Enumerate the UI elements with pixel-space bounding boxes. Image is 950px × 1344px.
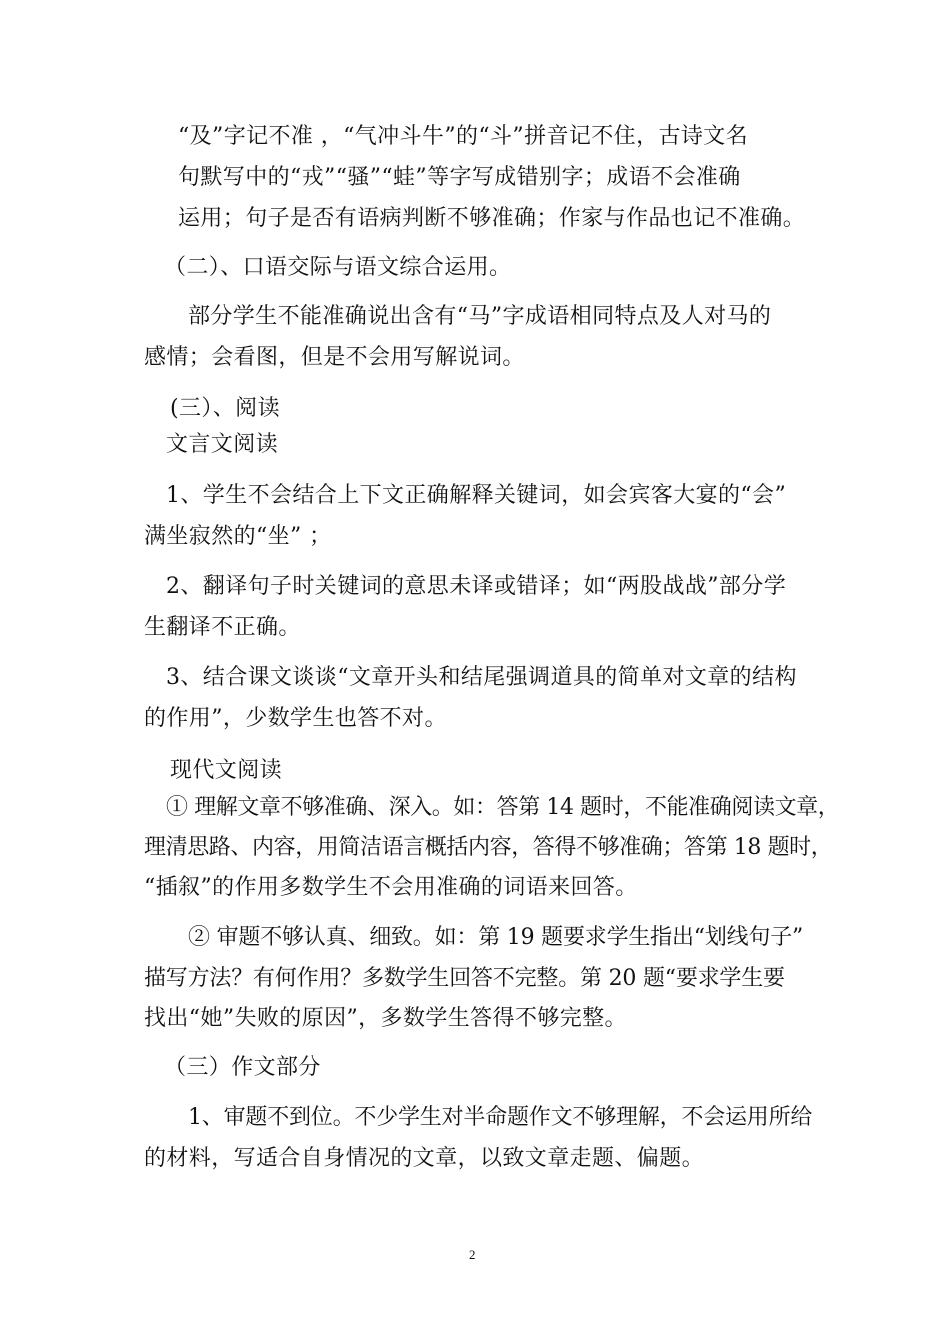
text-line: ② 审题不够认真、细致。如：第 19 题要求学生指出“划线句子” bbox=[188, 925, 804, 950]
text-line: 感情；会看图，但是不会用写解说词。 bbox=[144, 345, 525, 370]
text-line: 3、结合课文谈谈“文章开头和结尾强调道具的简单对文章的结构 bbox=[166, 665, 797, 690]
text-line: ① 理解文章不够准确、深入。如：答第 14 题时，不能准确阅读文章， bbox=[166, 795, 840, 820]
text-line: 生翻译不正确。 bbox=[144, 615, 301, 640]
section-heading: （二）、口语交际与语文综合运用。 bbox=[164, 255, 512, 280]
text-line: 2、翻译句子时关键词的意思未译或错译；如“两股战战”部分学 bbox=[166, 574, 787, 599]
text-line: “插叙”的作用多数学生不会用准确的词语来回答。 bbox=[144, 875, 638, 900]
text-line: 描写方法？有何作用？多数学生回答不完整。第 20 题“要求学生要 bbox=[144, 966, 785, 991]
text-line: 部分学生不能准确说出含有“马”字成语相同特点及人对马的 bbox=[188, 304, 772, 329]
text-line: 句默写中的“戎”“骚”“蛙”等字写成错别字；成语不会准确 bbox=[178, 165, 741, 190]
section-heading: （三）作文部分 bbox=[164, 1055, 321, 1080]
section-heading: (三）、阅读 bbox=[170, 396, 280, 421]
text-line: 找出“她”失败的原因”，多数学生答得不够完整。 bbox=[144, 1006, 627, 1031]
text-line: 1、审题不到位。不少学生对半命题作文不够理解，不会运用所给 bbox=[188, 1105, 813, 1130]
text-line: 的作用”，少数学生也答不对。 bbox=[144, 706, 447, 731]
subsection-heading: 现代文阅读 bbox=[170, 758, 283, 783]
text-line: 运用；句子是否有语病判断不够准确；作家与作品也记不准确。 bbox=[178, 206, 806, 231]
page-number: 2 bbox=[469, 1247, 476, 1262]
text-line: 满坐寂然的“坐” ； bbox=[144, 524, 332, 549]
text-line: 的材料，写适合自身情况的文章，以致文章走题、偏题。 bbox=[144, 1146, 705, 1171]
subsection-heading: 文言文阅读 bbox=[166, 432, 279, 457]
text-line: “及”字记不准 ，“气冲斗牛”的“斗”拼音记不住，古诗文名 bbox=[178, 124, 749, 149]
text-line: 1、学生不会结合上下文正确解释关键词，如会宾客大宴的“会” bbox=[166, 483, 787, 508]
text-line: 理清思路、内容，用简洁语言概括内容，答得不够准确；答第 18 题时， bbox=[144, 835, 833, 860]
